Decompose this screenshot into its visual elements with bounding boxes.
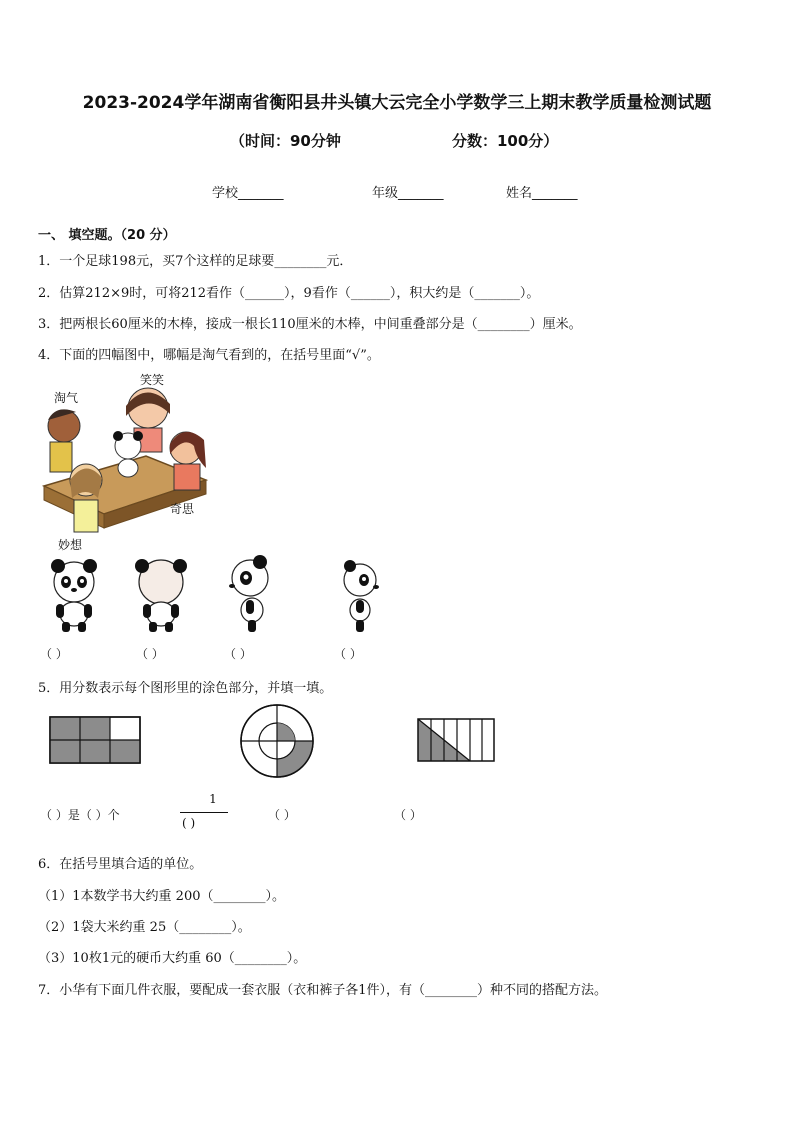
name-field: 姓名_______ bbox=[506, 186, 578, 201]
rectangle-grid-shape bbox=[50, 717, 142, 765]
question-6-2: （2）1袋大米约重 25（________）。 bbox=[38, 920, 251, 935]
question-2: 2．估算212×9时，可将212看作（______），9看作（______），积大约是（_______）。 bbox=[38, 286, 540, 301]
panda-front-view bbox=[44, 560, 104, 632]
answer-blank-4: （ ） bbox=[334, 647, 362, 661]
label-xiaoxiao: 笑笑 bbox=[140, 373, 165, 387]
panda-back-view bbox=[130, 560, 192, 632]
answer-blank-3: （ ） bbox=[224, 647, 252, 661]
fraction-denominator: ( ) bbox=[182, 816, 196, 830]
label-miaoxiang: 妙想 bbox=[58, 538, 83, 552]
question-6: 6．在括号里填合适的单位。 bbox=[38, 857, 203, 872]
question-4: 4．下面的四幅图中，哪幅是淘气看到的，在括号里面“√”。 bbox=[38, 348, 380, 363]
q5-answer-c: （ ） bbox=[394, 808, 422, 822]
label-qisi: 奇思 bbox=[170, 502, 195, 516]
answer-blank-1: （ ） bbox=[40, 647, 68, 661]
question-6-3: （3）10枚1元的硬币大约重 60（________）。 bbox=[38, 951, 307, 966]
answer-blank-2: （ ） bbox=[136, 647, 164, 661]
circle-ring-shape bbox=[239, 703, 315, 779]
fraction-bar bbox=[180, 812, 228, 813]
exam-time: （时间：90分钟 bbox=[230, 132, 341, 150]
question-5: 5．用分数表示每个图形里的涂色部分，并填一填。 bbox=[38, 681, 333, 696]
page-title: 2023-2024学年湖南省衡阳县井头镇大云完全小学数学三上期末教学质量检测试题 bbox=[82, 93, 712, 113]
q5-answer-b: （ ） bbox=[268, 808, 296, 822]
school-field: 学校_______ bbox=[212, 186, 284, 201]
fraction-numerator: 1 bbox=[209, 792, 217, 806]
exam-score: 分数：100分） bbox=[452, 132, 559, 150]
section-heading: 一、 填空题。（20 分） bbox=[38, 228, 176, 243]
striped-rectangle-shape bbox=[418, 719, 496, 763]
grade-field: 年级_______ bbox=[372, 186, 444, 201]
label-taoqi: 淘气 bbox=[54, 391, 79, 405]
question-6-1: （1）1本数学书大约重 200（________）。 bbox=[38, 889, 285, 904]
q5-answer-a: （ ）是（ ）个 bbox=[40, 808, 120, 822]
question-3: 3．把两根长60厘米的木棒，接成一根长110厘米的木棒，中间重叠部分是（________）厘米。 bbox=[38, 317, 582, 332]
panda-side-view-right bbox=[340, 560, 384, 632]
question-7: 7．小华有下面几件衣服，要配成一套衣服（衣和裤子各1件），有（________）种不同的搭配方法。 bbox=[38, 983, 608, 998]
question-1: 1．一个足球198元，买7个这样的足球要________元． bbox=[38, 254, 353, 269]
panda-side-view-left bbox=[226, 556, 276, 632]
